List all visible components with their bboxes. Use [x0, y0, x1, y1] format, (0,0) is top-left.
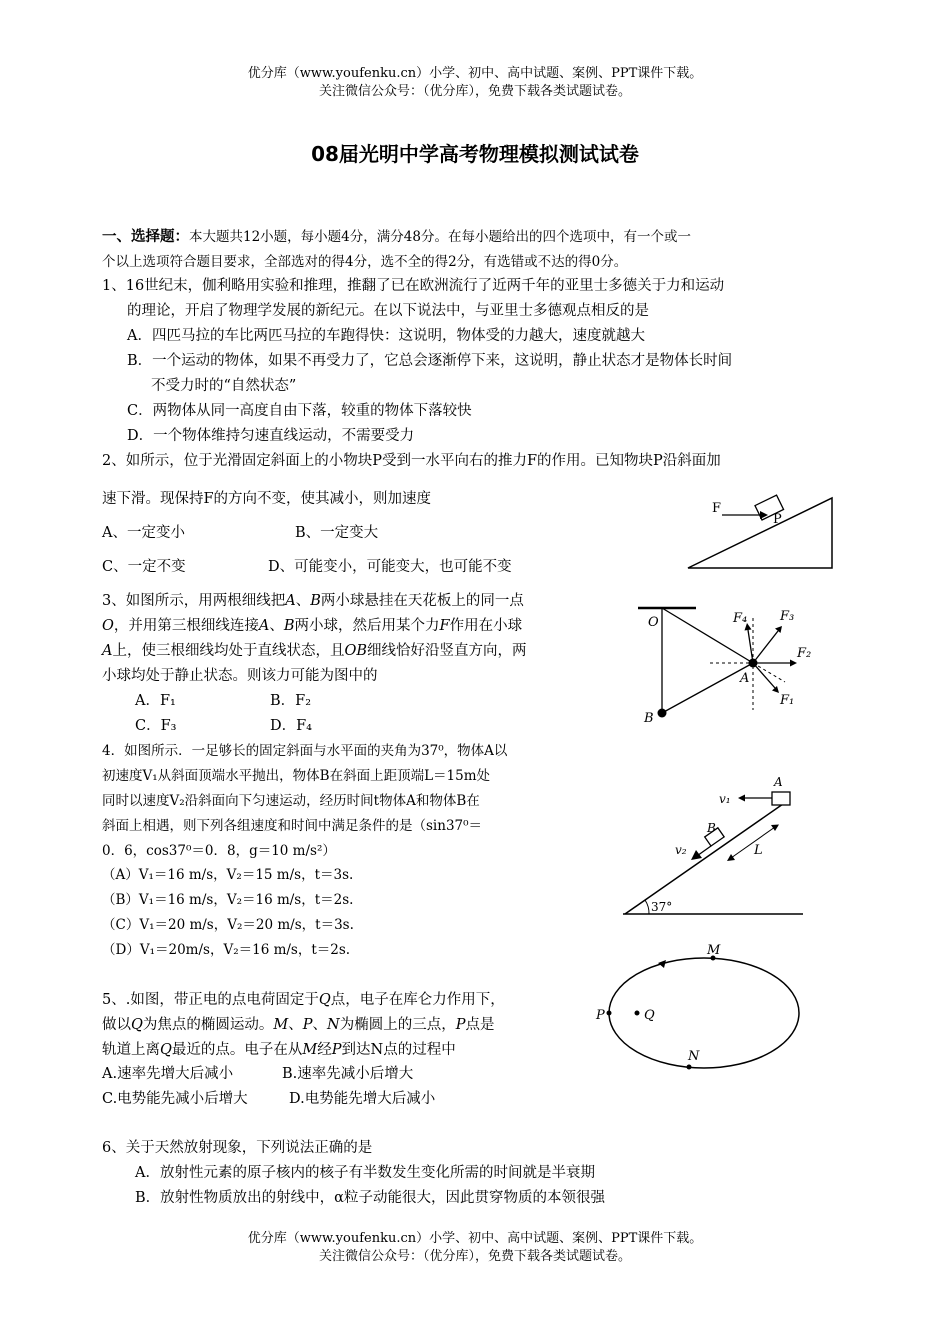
force-f4-arrow [748, 630, 753, 663]
section-intro-text-1: 本大题共12小题，每小题4分，满分48分。在每小题给出的四个选项中，有一个或一 [189, 229, 691, 245]
footer-line-1: 优分库（www.youfenku.cn）小学、初中、高中试题、案例、PPT课件下载。 [247, 1231, 703, 1246]
q4-line-4: 斜面上相遇，则下列各组速度和时间中满足条件的是（sin37⁰＝ [102, 818, 483, 834]
q6-line-1: 6、关于天然放射现象，下列说法正确的是 [102, 1140, 373, 1156]
q1-option-b-line-2: 不受力时的“自然状态” [151, 378, 297, 394]
q5-option-b: B.速率先减小后增大 [282, 1066, 414, 1082]
q4-line-5: 0．6，cos37⁰＝0．8，g＝10 m/s²） [102, 843, 336, 859]
q2-option-b: B、一定变大 [295, 525, 379, 541]
block-a-label: A [774, 775, 783, 789]
q2-line-2: 速下滑。现保持F的方向不变，使其减小，则加速度 [102, 491, 432, 507]
q1-line-1: 1、16世纪末，伽利略用实验和推理，推翻了已在欧洲流行了近两千年的亚里士多德关于力和运动 [102, 278, 725, 294]
velocity-v2-arrowhead [691, 850, 702, 860]
force-f3-arrow [753, 631, 778, 663]
point-p-label: P [596, 1008, 605, 1023]
ball-a-label: A [740, 671, 750, 686]
point-n-label: N [688, 1049, 700, 1064]
q1-option-a: A．四匹马拉的车比两匹马拉的车跑得快：这说明，物体受的力越大，速度就越大 [127, 328, 645, 344]
distance-l-arrowhead-bottom [727, 854, 735, 861]
q2-option-a: A、一定变小 [102, 525, 185, 541]
velocity-v1-arrowhead [738, 795, 745, 802]
page-title: 08届光明中学高考物理模拟测试试卷 [311, 142, 639, 166]
footer-line-2: 关注微信公众号：（优分库），免费下载各类试题试卷。 [318, 1249, 631, 1264]
q4-option-d: （D）V₁＝20m/s，V₂＝16 m/s，t＝2s. [102, 942, 351, 958]
q4-line-2: 初速度V₁从斜面顶端水平抛出，物体B在斜面上距顶端L＝15m处 [102, 768, 491, 784]
header-line-2: 关注微信公众号：（优分库），免费下载各类试题试卷。 [318, 84, 631, 99]
q2-line-1: 2、如所示，位于光滑固定斜面上的小物块P受到一水平向右的推力F的作用。已知物块P沿斜面加 [102, 453, 721, 469]
q5-ellipse-figure [592, 940, 812, 1075]
force-f4-label: F₄ [733, 611, 748, 626]
q4-option-b: （B）V₁＝16 m/s，V₂＝16 m/s，t＝2s. [102, 892, 354, 908]
point-n [687, 1065, 692, 1070]
q4-incline-figure [615, 772, 810, 920]
q3-line-3: A上，使三根细线均处于直线状态，且OB细线恰好沿竖直方向，两 [102, 643, 527, 659]
q1-option-d: D．一个物体维持匀速直线运动，不需要受力 [127, 428, 415, 444]
point-o-label: O [648, 615, 659, 630]
point-q [635, 1011, 640, 1016]
velocity-v2-label: v₂ [675, 843, 687, 857]
q5-line-2: 做以Q为焦点的椭圆运动。M、P、N为椭圆上的三点，P点是 [102, 1017, 495, 1033]
q3-option-b: B．F₂ [270, 693, 312, 709]
block-b-label: B [707, 821, 716, 835]
ball-b-label: B [644, 711, 654, 726]
q3-option-c: C．F₃ [135, 718, 177, 734]
dashed-extension [753, 663, 785, 682]
force-f2-label: F₂ [797, 646, 812, 661]
force-f3-arrowhead [775, 626, 782, 633]
q3-option-d: D．F₄ [270, 718, 312, 734]
q2-option-c: C、一定不变 [102, 559, 186, 575]
force-f2-arrowhead [790, 660, 797, 667]
point-p [607, 1011, 612, 1016]
point-q-label: Q [644, 1008, 655, 1023]
force-f1-arrowhead [772, 686, 779, 693]
q4-option-a: （A）V₁＝16 m/s，V₂＝15 m/s，t＝3s. [102, 867, 354, 883]
force-f1-arrow [753, 663, 775, 688]
distance-l-label: L [754, 843, 763, 858]
angle-label: 37° [651, 900, 673, 914]
incline-line [625, 804, 783, 914]
section-intro-line-2: 个以上选项符合题目要求，全部选对的得4分，选不全的得2分，有选错或不达的得0分。 [102, 254, 628, 270]
force-f3-label: F₃ [780, 609, 795, 624]
q3-line-2: O，并用第三根细线连接A、B两小球，然后用某个力F作用在小球 [102, 618, 523, 634]
velocity-v2-arrow [699, 846, 711, 855]
block-a [772, 792, 790, 805]
q3-line-4: 小球均处于静止状态。则该力可能为图中的 [102, 668, 378, 684]
q5-option-a: A.速率先增大后减小 [102, 1066, 234, 1082]
distance-l-arrowhead-top [771, 825, 779, 832]
q4-option-c: （C）V₁＝20 m/s，V₂＝20 m/s，t＝3s. [102, 917, 354, 933]
q2-option-d: D、可能变小，可能变大，也可能不变 [268, 559, 512, 575]
q6-option-a: A．放射性元素的原子核内的核子有半数发生变化所需的时间就是半衰期 [135, 1165, 595, 1181]
force-f1-label: F₁ [780, 693, 795, 708]
q3-option-a: A．F₁ [135, 693, 176, 709]
distance-l-line [731, 827, 775, 858]
q4-line-3: 同时以速度V₂沿斜面向下匀速运动，经历时间t物体A和物体B在 [102, 793, 480, 809]
ball-b [658, 709, 667, 718]
q3-line-1: 3、如图所示，用两根细线把A、B两小球悬挂在天花板上的同一点 [102, 593, 524, 609]
angle-arc [645, 900, 649, 914]
q1-option-c: C．两物体从同一高度自由下落，较重的物体下落较快 [127, 403, 472, 419]
q2-incline-figure [680, 490, 840, 575]
block-p-label: P [773, 512, 782, 527]
point-m-label: M [707, 943, 721, 958]
velocity-v1-label: v₁ [719, 792, 731, 806]
q5-option-d: D.电势能先增大后减小 [289, 1091, 436, 1107]
q1-line-2: 的理论，开启了物理学发展的新纪元。在以下说法中，与亚里士多德观点相反的是 [127, 303, 649, 319]
section-heading: 一、选择题： [102, 228, 189, 245]
q1-option-b-line-1: B．一个运动的物体，如果不再受力了，它总会逐渐停下来，这说明，静止状态才是物体长时间 [127, 353, 733, 369]
q5-line-1: 5、.如图，带正电的点电荷固定于Q点，电子在库仑力作用下， [102, 992, 505, 1008]
q3-force-figure [630, 600, 830, 735]
q5-line-3: 轨道上离Q最近的点。电子在从M经P到达N点的过程中 [102, 1042, 456, 1058]
q5-option-c: C.电势能先减小后增大 [102, 1091, 248, 1107]
section-intro-line-1 [102, 227, 691, 247]
q6-option-b: B．放射性物质放出的射线中，α粒子动能很大，因此贯穿物质的本领很强 [135, 1190, 605, 1206]
orbit-direction-arrow [658, 960, 666, 968]
header-line-1: 优分库（www.youfenku.cn）小学、初中、高中试题、案例、PPT课件下载。 [247, 66, 703, 81]
force-f-label: F [712, 501, 722, 516]
q4-line-1: 4．如图所示．一足够长的固定斜面与水平面的夹角为37⁰，物体A以 [102, 743, 508, 759]
